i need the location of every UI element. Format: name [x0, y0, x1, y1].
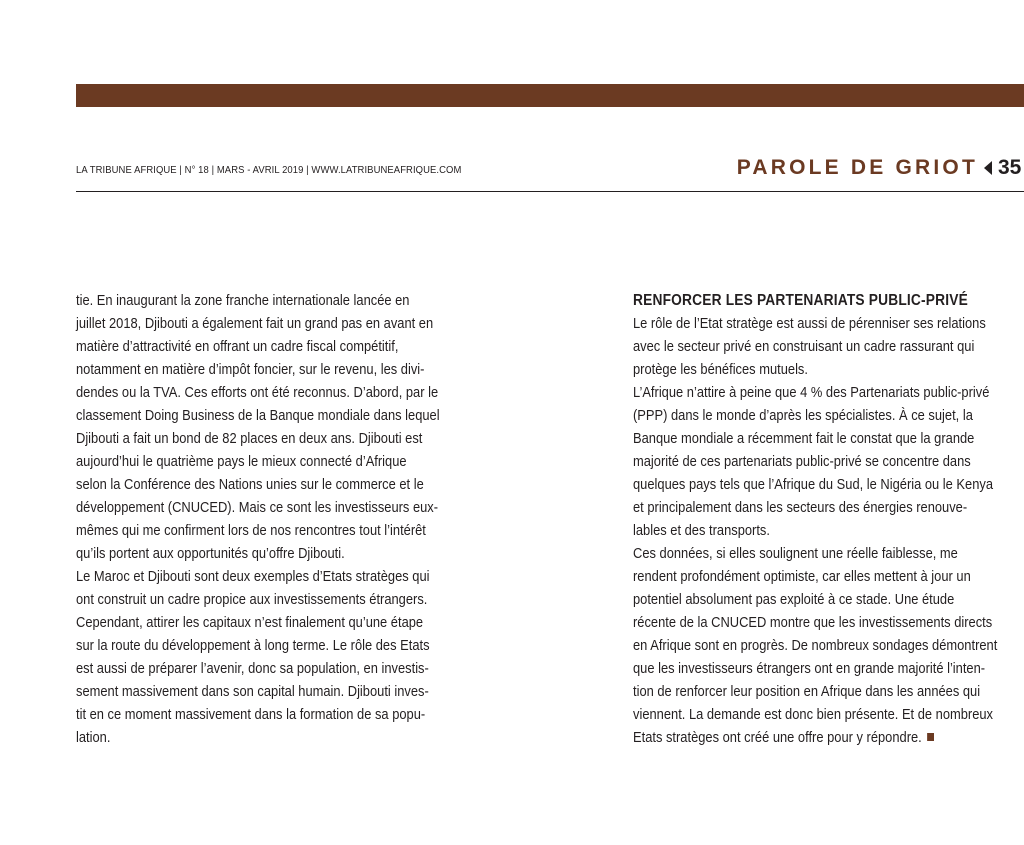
text-line: protège les bénéfices mutuels.	[633, 361, 808, 378]
top-color-band	[76, 84, 1024, 107]
text-line: développement (CNUCED). Mais ce sont les investisseurs eux-	[76, 499, 439, 516]
text-line: lation.	[76, 729, 111, 746]
text-line: majorité de ces partenariats public-privé se concentre dans	[633, 453, 971, 470]
text-line: notamment en matière d’impôt foncier, sur le revenu, les divi-	[76, 361, 425, 378]
end-mark-square-icon	[927, 733, 934, 741]
section-tag	[737, 154, 1024, 182]
text-line: dendes ou la TVA. Ces efforts ont été reconnus. D’abord, par le	[76, 384, 439, 401]
page-number: 35	[998, 156, 1022, 179]
section-name: PAROLE DE GRIOT	[736, 156, 978, 179]
text-line: est aussi de préparer l’avenir, donc sa population, en investis-	[76, 660, 429, 677]
text-line: tion de renforcer leur position en Afrique dans les années qui	[633, 683, 981, 700]
text-line: Banque mondiale a récemment fait le constat que la grande	[633, 430, 975, 447]
text-line: lables et des transports.	[633, 522, 770, 539]
text-line: avec le secteur privé en construisant un cadre rassurant qui	[633, 338, 975, 355]
final-text: Etats stratèges ont créé une offre pour y répondre.	[633, 729, 922, 746]
text-line-final	[633, 726, 969, 749]
text-line: selon la Conférence des Nations unies sur le commerce et le	[76, 476, 424, 493]
section-subhead: RENFORCER LES PARTENARIATS PUBLIC-PRIVÉ	[633, 292, 968, 309]
text-line: L’Afrique n’attire à peine que 4 % des Partenariats public-privé	[633, 384, 990, 401]
text-line: sur la route du développement à long terme. Le rôle des Etats	[76, 637, 430, 654]
left-column	[76, 289, 466, 749]
right-column	[633, 289, 1024, 749]
text-line: en Afrique sont en progrès. De nombreux sondages démontrent	[633, 637, 998, 654]
text-line: Ces données, si elles soulignent une réelle faiblesse, me	[633, 545, 958, 562]
text-line: aujourd’hui le quatrième pays le mieux connecté d’Afrique	[76, 453, 407, 470]
running-head: LA TRIBUNE AFRIQUE | N° 18 | MARS - AVRIL 2019 | WWW.LATRIBUNEAFRIQUE.COM	[76, 164, 462, 176]
text-line: juillet 2018, Djibouti a également fait un grand pas en avant en	[76, 315, 434, 332]
text-line: que les investisseurs étrangers ont en grande majorité l’inten-	[633, 660, 986, 677]
text-line: récente de la CNUCED montre que les investissements directs	[633, 614, 993, 631]
text-line: (PPP) dans le monde d’après les spécialistes. À ce sujet, la	[633, 407, 973, 424]
text-line: quelques pays tels que l’Afrique du Sud, le Nigéria ou le Kenya	[633, 476, 994, 493]
text-line: Cependant, attirer les capitaux n’est finalement qu’une étape	[76, 614, 424, 631]
text-line: sement massivement dans son capital humain. Djibouti inves-	[76, 683, 429, 700]
text-line: qu’ils portent aux opportunités qu’offre Djibouti.	[76, 545, 345, 562]
text-line: viennent. La demande est donc bien présente. Et de nombreux	[633, 706, 994, 723]
text-line: et principalement dans les secteurs des énergies renouve-	[633, 499, 968, 516]
text-line: rendent profondément optimiste, car elles mettent à jour un	[633, 568, 971, 585]
text-line: potentiel absolument pas exploité à ce stade. Une étude	[633, 591, 955, 608]
header-rule	[76, 191, 1024, 192]
text-line: Le Maroc et Djibouti sont deux exemples d’Etats stratèges qui	[76, 568, 430, 585]
text-line: classement Doing Business de la Banque mondiale dans lequel	[76, 407, 440, 424]
text-line: tie. En inaugurant la zone franche internationale lancée en	[76, 292, 410, 309]
text-line: Djibouti a fait un bond de 82 places en deux ans. Djibouti est	[76, 430, 423, 447]
text-line: ont construit un cadre propice aux investissements étrangers.	[76, 591, 428, 608]
text-line: tit en ce moment massivement dans la formation de sa popu-	[76, 706, 426, 723]
text-line: mêmes qui me confirment lors de nos rencontres tout l’intérêt	[76, 522, 426, 539]
text-line: matière d’attractivité en offrant un cadre fiscal compétitif,	[76, 338, 399, 355]
triangle-left-icon	[984, 161, 992, 175]
text-line: Le rôle de l’Etat stratège est aussi de pérenniser ses relations	[633, 315, 986, 332]
